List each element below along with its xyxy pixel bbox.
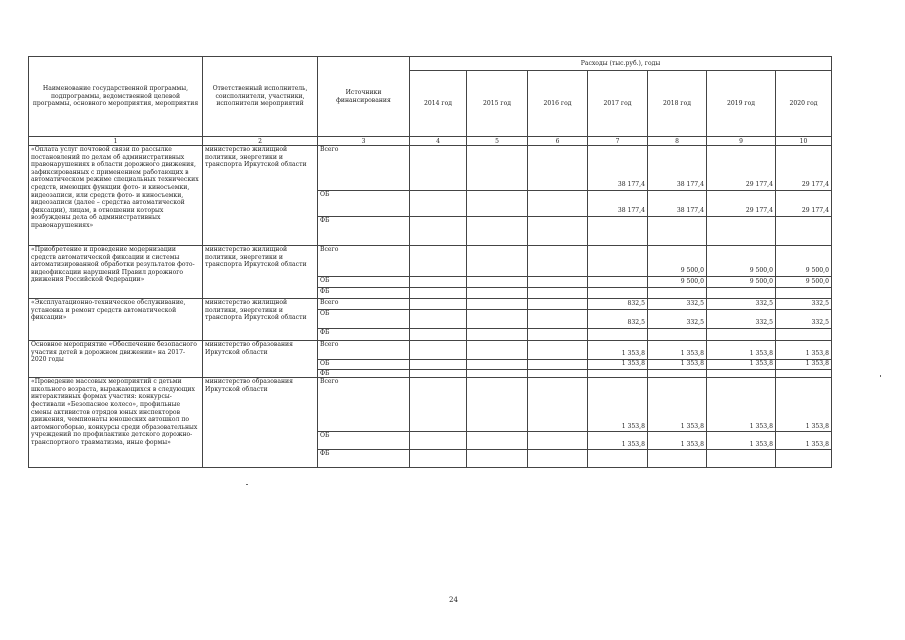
header-year-2015: 2015 год bbox=[467, 71, 528, 137]
expense-value-cell bbox=[467, 277, 528, 288]
expense-value-cell: 38 177,4 bbox=[648, 191, 707, 217]
expense-value-cell bbox=[410, 299, 467, 310]
column-number: 1 bbox=[29, 137, 203, 146]
expense-value-cell bbox=[588, 246, 648, 277]
expense-value-cell bbox=[648, 329, 707, 341]
header-expenses: Расходы (тыс.руб.), годы bbox=[410, 57, 832, 71]
column-number: 4 bbox=[410, 137, 467, 146]
funding-source-cell: ОБ bbox=[318, 277, 410, 288]
expense-value-cell bbox=[467, 310, 528, 329]
expense-value-cell bbox=[467, 288, 528, 299]
expense-value-cell bbox=[528, 329, 588, 341]
expense-value-cell bbox=[707, 329, 776, 341]
executor-cell: министерство образования Иркутской области bbox=[203, 341, 318, 378]
expense-value-cell bbox=[528, 378, 588, 432]
expense-value-cell bbox=[467, 191, 528, 217]
expense-value-cell bbox=[410, 246, 467, 277]
funding-source-cell: Всего bbox=[318, 146, 410, 191]
expense-value-cell: 1 353,8 bbox=[588, 432, 648, 450]
expense-value-cell: 1 353,8 bbox=[776, 378, 832, 432]
column-number: 10 bbox=[776, 137, 832, 146]
expense-value-cell: 1 353,8 bbox=[648, 432, 707, 450]
funding-source-cell: Всего bbox=[318, 341, 410, 360]
expense-value-cell bbox=[528, 191, 588, 217]
executor-cell: министерство жилищной политики, энергетики и транспорта Иркутской области bbox=[203, 246, 318, 299]
funding-source-cell: Всего bbox=[318, 299, 410, 310]
expense-value-cell bbox=[648, 288, 707, 299]
expense-value-cell bbox=[467, 299, 528, 310]
expense-value-cell bbox=[588, 369, 648, 378]
expense-value-cell bbox=[707, 288, 776, 299]
expense-value-cell bbox=[410, 191, 467, 217]
expense-value-cell bbox=[528, 450, 588, 468]
expense-value-cell bbox=[467, 217, 528, 246]
table-row bbox=[29, 146, 832, 191]
header-executor: Ответственный исполнитель, соисполнители, участники, исполнители мероприятий bbox=[203, 57, 318, 137]
expense-value-cell bbox=[410, 378, 467, 432]
expense-value-cell: 29 177,4 bbox=[707, 191, 776, 217]
header-year-2014: 2014 год bbox=[410, 71, 467, 137]
expense-value-cell: 1 353,8 bbox=[588, 341, 648, 360]
header-year-2020: 2020 год bbox=[776, 71, 832, 137]
expense-value-cell: 1 353,8 bbox=[648, 378, 707, 432]
expense-value-cell bbox=[707, 369, 776, 378]
expense-value-cell: 29 177,4 bbox=[776, 146, 832, 191]
expense-value-cell: 332,5 bbox=[648, 299, 707, 310]
expense-value-cell bbox=[588, 277, 648, 288]
expense-value-cell: 9 500,0 bbox=[648, 246, 707, 277]
expense-value-cell bbox=[776, 288, 832, 299]
expense-value-cell bbox=[410, 369, 467, 378]
header-program-name: Наименование государственной программы, подпрограммы, ведомственной целевой программы, основного мероприятия, мероприятия bbox=[29, 57, 203, 137]
column-number: 9 bbox=[707, 137, 776, 146]
expense-value-cell bbox=[528, 277, 588, 288]
expense-value-cell: 1 353,8 bbox=[648, 341, 707, 360]
column-number: 2 bbox=[203, 137, 318, 146]
expense-value-cell: 9 500,0 bbox=[776, 277, 832, 288]
expense-value-cell bbox=[410, 432, 467, 450]
expense-value-cell bbox=[467, 432, 528, 450]
expense-value-cell: 332,5 bbox=[707, 310, 776, 329]
expense-value-cell bbox=[467, 246, 528, 277]
expense-value-cell: 1 353,8 bbox=[707, 432, 776, 450]
expense-value-cell: 9 500,0 bbox=[776, 246, 832, 277]
funding-source-cell: ФБ bbox=[318, 369, 410, 378]
expense-value-cell bbox=[410, 360, 467, 370]
column-number: 6 bbox=[528, 137, 588, 146]
table-body bbox=[29, 146, 832, 468]
funding-source-cell: ОБ bbox=[318, 360, 410, 370]
expense-value-cell bbox=[707, 217, 776, 246]
expense-value-cell bbox=[776, 369, 832, 378]
expense-value-cell bbox=[648, 450, 707, 468]
expense-value-cell bbox=[648, 217, 707, 246]
expense-value-cell bbox=[410, 146, 467, 191]
expense-value-cell: 1 353,8 bbox=[588, 360, 648, 370]
funding-source-cell: ФБ bbox=[318, 217, 410, 246]
table-row bbox=[29, 341, 832, 360]
expense-value-cell bbox=[410, 277, 467, 288]
header-funding-source: Источники финансирования bbox=[318, 57, 410, 137]
expense-value-cell bbox=[528, 288, 588, 299]
expense-value-cell: 38 177,4 bbox=[588, 191, 648, 217]
expense-value-cell bbox=[588, 288, 648, 299]
column-number: 7 bbox=[588, 137, 648, 146]
expense-value-cell: 1 353,8 bbox=[707, 341, 776, 360]
expense-value-cell bbox=[467, 378, 528, 432]
expense-value-cell bbox=[410, 288, 467, 299]
expense-value-cell bbox=[648, 369, 707, 378]
funding-source-cell: ФБ bbox=[318, 288, 410, 299]
funding-source-cell: ОБ bbox=[318, 432, 410, 450]
executor-cell: министерство образования Иркутской области bbox=[203, 378, 318, 468]
expense-value-cell: 332,5 bbox=[707, 299, 776, 310]
expense-value-cell: 1 353,8 bbox=[776, 360, 832, 370]
table-row bbox=[29, 299, 832, 310]
header-year-2017: 2017 год bbox=[588, 71, 648, 137]
column-number: 8 bbox=[648, 137, 707, 146]
column-number: 5 bbox=[467, 137, 528, 146]
program-name-cell: «Приобретение и проведение модернизации средств автоматической фиксации и системы автоматизированной обработки результатов фото-видеофиксации нарушений Правил дорожного движения Российской Федерации» bbox=[29, 246, 203, 299]
expense-value-cell bbox=[776, 329, 832, 341]
expense-value-cell: 832,5 bbox=[588, 310, 648, 329]
expense-value-cell: 38 177,4 bbox=[588, 146, 648, 191]
expense-value-cell: 29 177,4 bbox=[776, 191, 832, 217]
expense-value-cell bbox=[467, 146, 528, 191]
expense-value-cell bbox=[467, 450, 528, 468]
document-sheet bbox=[28, 56, 831, 468]
scan-speck bbox=[246, 484, 248, 485]
program-name-cell: «Оплата услуг почтовой связи по рассылке постановлений по делам об административных правонарушениях в области дорожного движения, зафиксированных с применением работающих в автоматическом режиме специальных технических средств, имеющих функции фото- и киносъемки, видеозаписи, или средств фото- и киносъемки, видеозаписи (далее – средства автоматической фиксации), лицам, в отношении которых возбуждены дела об административных правонарушениях» bbox=[29, 146, 203, 246]
expense-value-cell bbox=[528, 369, 588, 378]
expense-value-cell bbox=[467, 341, 528, 360]
expense-value-cell bbox=[528, 146, 588, 191]
expense-value-cell: 1 353,8 bbox=[707, 378, 776, 432]
expense-value-cell: 29 177,4 bbox=[707, 146, 776, 191]
expense-value-cell bbox=[410, 310, 467, 329]
executor-cell: министерство жилищной политики, энергетики и транспорта Иркутской области bbox=[203, 299, 318, 341]
page-number: 24 bbox=[449, 596, 458, 604]
expense-value-cell bbox=[588, 450, 648, 468]
expense-value-cell bbox=[467, 329, 528, 341]
expense-value-cell: 832,5 bbox=[588, 299, 648, 310]
expense-value-cell bbox=[467, 369, 528, 378]
funding-source-cell: ФБ bbox=[318, 450, 410, 468]
header-year-2018: 2018 год bbox=[648, 71, 707, 137]
expense-value-cell bbox=[528, 341, 588, 360]
funding-source-cell: ОБ bbox=[318, 191, 410, 217]
expense-value-cell bbox=[588, 329, 648, 341]
expense-value-cell: 1 353,8 bbox=[776, 432, 832, 450]
expense-value-cell bbox=[776, 450, 832, 468]
expense-value-cell bbox=[528, 299, 588, 310]
expense-value-cell: 332,5 bbox=[776, 310, 832, 329]
expenses-table bbox=[28, 56, 832, 468]
funding-source-cell: Всего bbox=[318, 246, 410, 277]
executor-cell: министерство жилищной политики, энергетики и транспорта Иркутской области bbox=[203, 146, 318, 246]
expense-value-cell: 38 177,4 bbox=[648, 146, 707, 191]
expense-value-cell bbox=[776, 217, 832, 246]
expense-value-cell bbox=[410, 341, 467, 360]
program-name-cell: «Эксплуатационно-техническое обслуживание, установка и ремонт средств автоматической фиксации» bbox=[29, 299, 203, 341]
program-name-cell: «Проведение массовых мероприятий с детьми школьного возраста, выражающихся в следующих интерактивных формах участия: конкурсы-фестивали «Безопасное колесо», профильные смены активистов отрядов юных инспекторов движения, чемпионаты юношеских автошкол по автомногоборью, конкурсы среди образовательных учреждений по профилактике детского дорожно-транспортного травматизма, иные формы» bbox=[29, 378, 203, 468]
expense-value-cell: 1 353,8 bbox=[648, 360, 707, 370]
expense-value-cell bbox=[528, 310, 588, 329]
scan-speck bbox=[880, 375, 881, 377]
expense-value-cell: 9 500,0 bbox=[707, 246, 776, 277]
funding-source-cell: ФБ bbox=[318, 329, 410, 341]
expense-value-cell bbox=[528, 360, 588, 370]
expense-value-cell bbox=[528, 217, 588, 246]
expense-value-cell: 1 353,8 bbox=[588, 378, 648, 432]
program-name-cell: Основное мероприятие «Обеспечение безопасного участия детей в дорожном движении» на 2017-2020 годы bbox=[29, 341, 203, 378]
expense-value-cell bbox=[588, 217, 648, 246]
funding-source-cell: Всего bbox=[318, 378, 410, 432]
header-year-2019: 2019 год bbox=[707, 71, 776, 137]
expense-value-cell bbox=[467, 360, 528, 370]
table-row bbox=[29, 246, 832, 277]
funding-source-cell: ОБ bbox=[318, 310, 410, 329]
column-number: 3 bbox=[318, 137, 410, 146]
expense-value-cell bbox=[410, 217, 467, 246]
table-row bbox=[29, 378, 832, 432]
expense-value-cell bbox=[410, 450, 467, 468]
expense-value-cell bbox=[410, 329, 467, 341]
header-year-2016: 2016 год bbox=[528, 71, 588, 137]
expense-value-cell bbox=[528, 246, 588, 277]
expense-value-cell: 332,5 bbox=[648, 310, 707, 329]
expense-value-cell: 1 353,8 bbox=[707, 360, 776, 370]
expense-value-cell: 1 353,8 bbox=[776, 341, 832, 360]
expense-value-cell bbox=[707, 450, 776, 468]
expense-value-cell: 332,5 bbox=[776, 299, 832, 310]
expense-value-cell: 9 500,0 bbox=[707, 277, 776, 288]
expense-value-cell bbox=[528, 432, 588, 450]
expense-value-cell: 9 500,0 bbox=[648, 277, 707, 288]
